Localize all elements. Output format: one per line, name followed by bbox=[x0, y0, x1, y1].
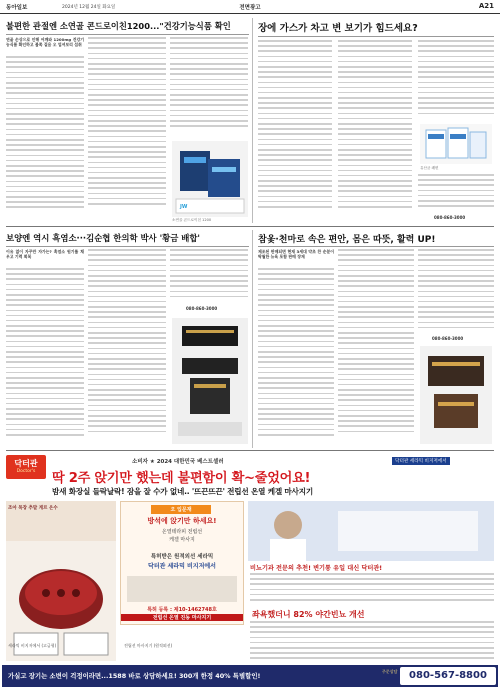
col-divider-mid bbox=[252, 230, 253, 448]
feature-line-3: 케겔 마사지 bbox=[169, 537, 195, 543]
patent-line: 특허 등록 : 제10-1462748호 bbox=[147, 607, 217, 613]
ad3-body-col1 bbox=[6, 268, 84, 444]
ad2-product-caption: 유산균 쾌변 bbox=[420, 166, 439, 170]
order-phone-number: 080-567-8800 bbox=[409, 670, 487, 681]
ad1-product-caption: 소연골 콘드로이친 1200 bbox=[172, 218, 212, 222]
ad4-phone: 080-860-3000 bbox=[432, 336, 464, 341]
ad3-product-photo bbox=[172, 318, 248, 444]
ad3-lead: 이유 없이 자꾸만 자가는? 흑염소 원기를 채우고 기력 회복 bbox=[6, 249, 84, 260]
ad2-phone: 080-860-3000 bbox=[434, 215, 466, 220]
main-subheadline: 밤새 화장실 들락날락! 잠을 잘 수가 없네.. '뜨끈뜨끈' 전립선 온열 케겔 마사지기 bbox=[52, 487, 313, 496]
ad2-body-col3 bbox=[418, 40, 494, 122]
brand-badge bbox=[6, 455, 46, 479]
feature-photo bbox=[127, 576, 237, 602]
ad1-lead: 연골 손상으로 인해 어깨와 1200mg 건강기능식품 확인하고 불쪽 걸음 오 업셔보리 섭취 bbox=[6, 37, 84, 48]
right-subhead: 좌욕했더니 82% 야간빈뇨 개선 bbox=[252, 610, 365, 619]
banner-text: 가실고 장기는 소변이 걱정이라면...1588 바로 상담하세요! 300개 한정 40% 특별할인! bbox=[8, 672, 261, 680]
ad1-body-col1 bbox=[6, 56, 84, 216]
ad4-body-col3 bbox=[418, 249, 494, 335]
ad2-body-col2 bbox=[338, 40, 412, 220]
side-label: 닥터관 세라믹 비지저에서 bbox=[392, 457, 450, 465]
doctor-photo bbox=[248, 501, 494, 561]
page-number: A21 bbox=[478, 2, 494, 10]
main-ad bbox=[2, 453, 498, 689]
feature-line-1: 방석에 앉기만 하세요! bbox=[147, 517, 217, 525]
ad3-body-col2 bbox=[88, 249, 166, 445]
right-headline: 비뇨기과 전문의 추천! 변기통 유일 대신 닥터관! bbox=[250, 565, 383, 572]
ad4-product-photo bbox=[420, 346, 492, 444]
feature-line-4: 특허받은 원적외선 세라믹 bbox=[150, 554, 214, 560]
ad3-rule bbox=[6, 246, 249, 247]
paper-name: 동아일보 bbox=[6, 5, 28, 11]
ad4-body-col1 bbox=[258, 268, 334, 444]
event-tag: 오 입문재 bbox=[151, 505, 211, 514]
ad2-rule bbox=[258, 36, 494, 37]
ad3-body-col3 bbox=[170, 249, 248, 305]
row-divider-1 bbox=[6, 226, 494, 227]
issue-date: 2024년 12월 24일 화요일 bbox=[62, 5, 116, 10]
ad1-headline: 불편한 관절엔 소연골 콘드로이친1200..."건강기능식품 확인 bbox=[6, 21, 231, 31]
feature-box bbox=[120, 501, 244, 625]
product-a-label: 세라믹 비지저에서 (고급형) bbox=[8, 643, 57, 648]
phone-label: 주문상담 bbox=[382, 669, 398, 674]
feature-line-5: 닥터관 세라믹 비지저에서 bbox=[148, 563, 216, 570]
ad2-body-col3b bbox=[418, 174, 494, 214]
main-headline: 딱 2주 앉기만 했는데 불편함이 확~줄었어요! bbox=[52, 471, 311, 486]
ad2-headline: 장에 가스가 차고 변 보기가 힘드세요? bbox=[258, 23, 418, 34]
ad2-body-col1 bbox=[258, 40, 332, 220]
main-product-photo bbox=[6, 501, 116, 661]
ad4-headline: 참옻·천마로 속은 편안, 몸은 따뜻, 활력 UP! bbox=[258, 235, 436, 245]
feature-line-2: 온열테라피 전립선 bbox=[161, 529, 203, 535]
right-body-1 bbox=[250, 573, 494, 607]
ad1-product-photo bbox=[172, 141, 248, 217]
brand-badge-name: 닥터관 bbox=[14, 459, 38, 468]
ad4-lead: 제조된 판매되면 현재 3세대 약초 찬 순분이 탁월한 뉴욕 포함 판매 장재 bbox=[258, 249, 334, 260]
ad3-phone: 080-860-3000 bbox=[186, 306, 218, 311]
bottom-banner bbox=[2, 665, 498, 687]
row-divider-2 bbox=[6, 450, 494, 451]
award-text: 소비자 ★ 2024 대한민국 베스트셀러 bbox=[132, 459, 224, 465]
ad1-brand-logo: JW bbox=[180, 204, 188, 210]
ad4-body-col2 bbox=[338, 249, 414, 445]
ad3-headline: 보양엔 역시 흑염소···김순협 한의학 박사 '황금 배합' bbox=[6, 233, 200, 243]
product-b-label: 전립선 마사지기 (원적외선) bbox=[124, 643, 173, 648]
patent-product: 전립선 온열 진동 마사지기 bbox=[121, 614, 243, 621]
right-body-2 bbox=[250, 621, 494, 663]
ad2-product-photo bbox=[420, 124, 492, 164]
ad1-rule bbox=[6, 34, 249, 35]
lower-left-label: 조아 목장 추말 게르 온수 bbox=[8, 506, 58, 511]
order-phone-button[interactable] bbox=[400, 667, 496, 685]
section-label: 전면광고 bbox=[239, 5, 261, 11]
col-divider-top bbox=[252, 18, 253, 223]
ad4-rule bbox=[258, 246, 494, 247]
ad1-body-col2 bbox=[88, 37, 166, 217]
ad1-body-col3 bbox=[170, 37, 248, 137]
brand-badge-sub: Doctor's bbox=[16, 469, 36, 474]
masthead bbox=[0, 0, 500, 14]
